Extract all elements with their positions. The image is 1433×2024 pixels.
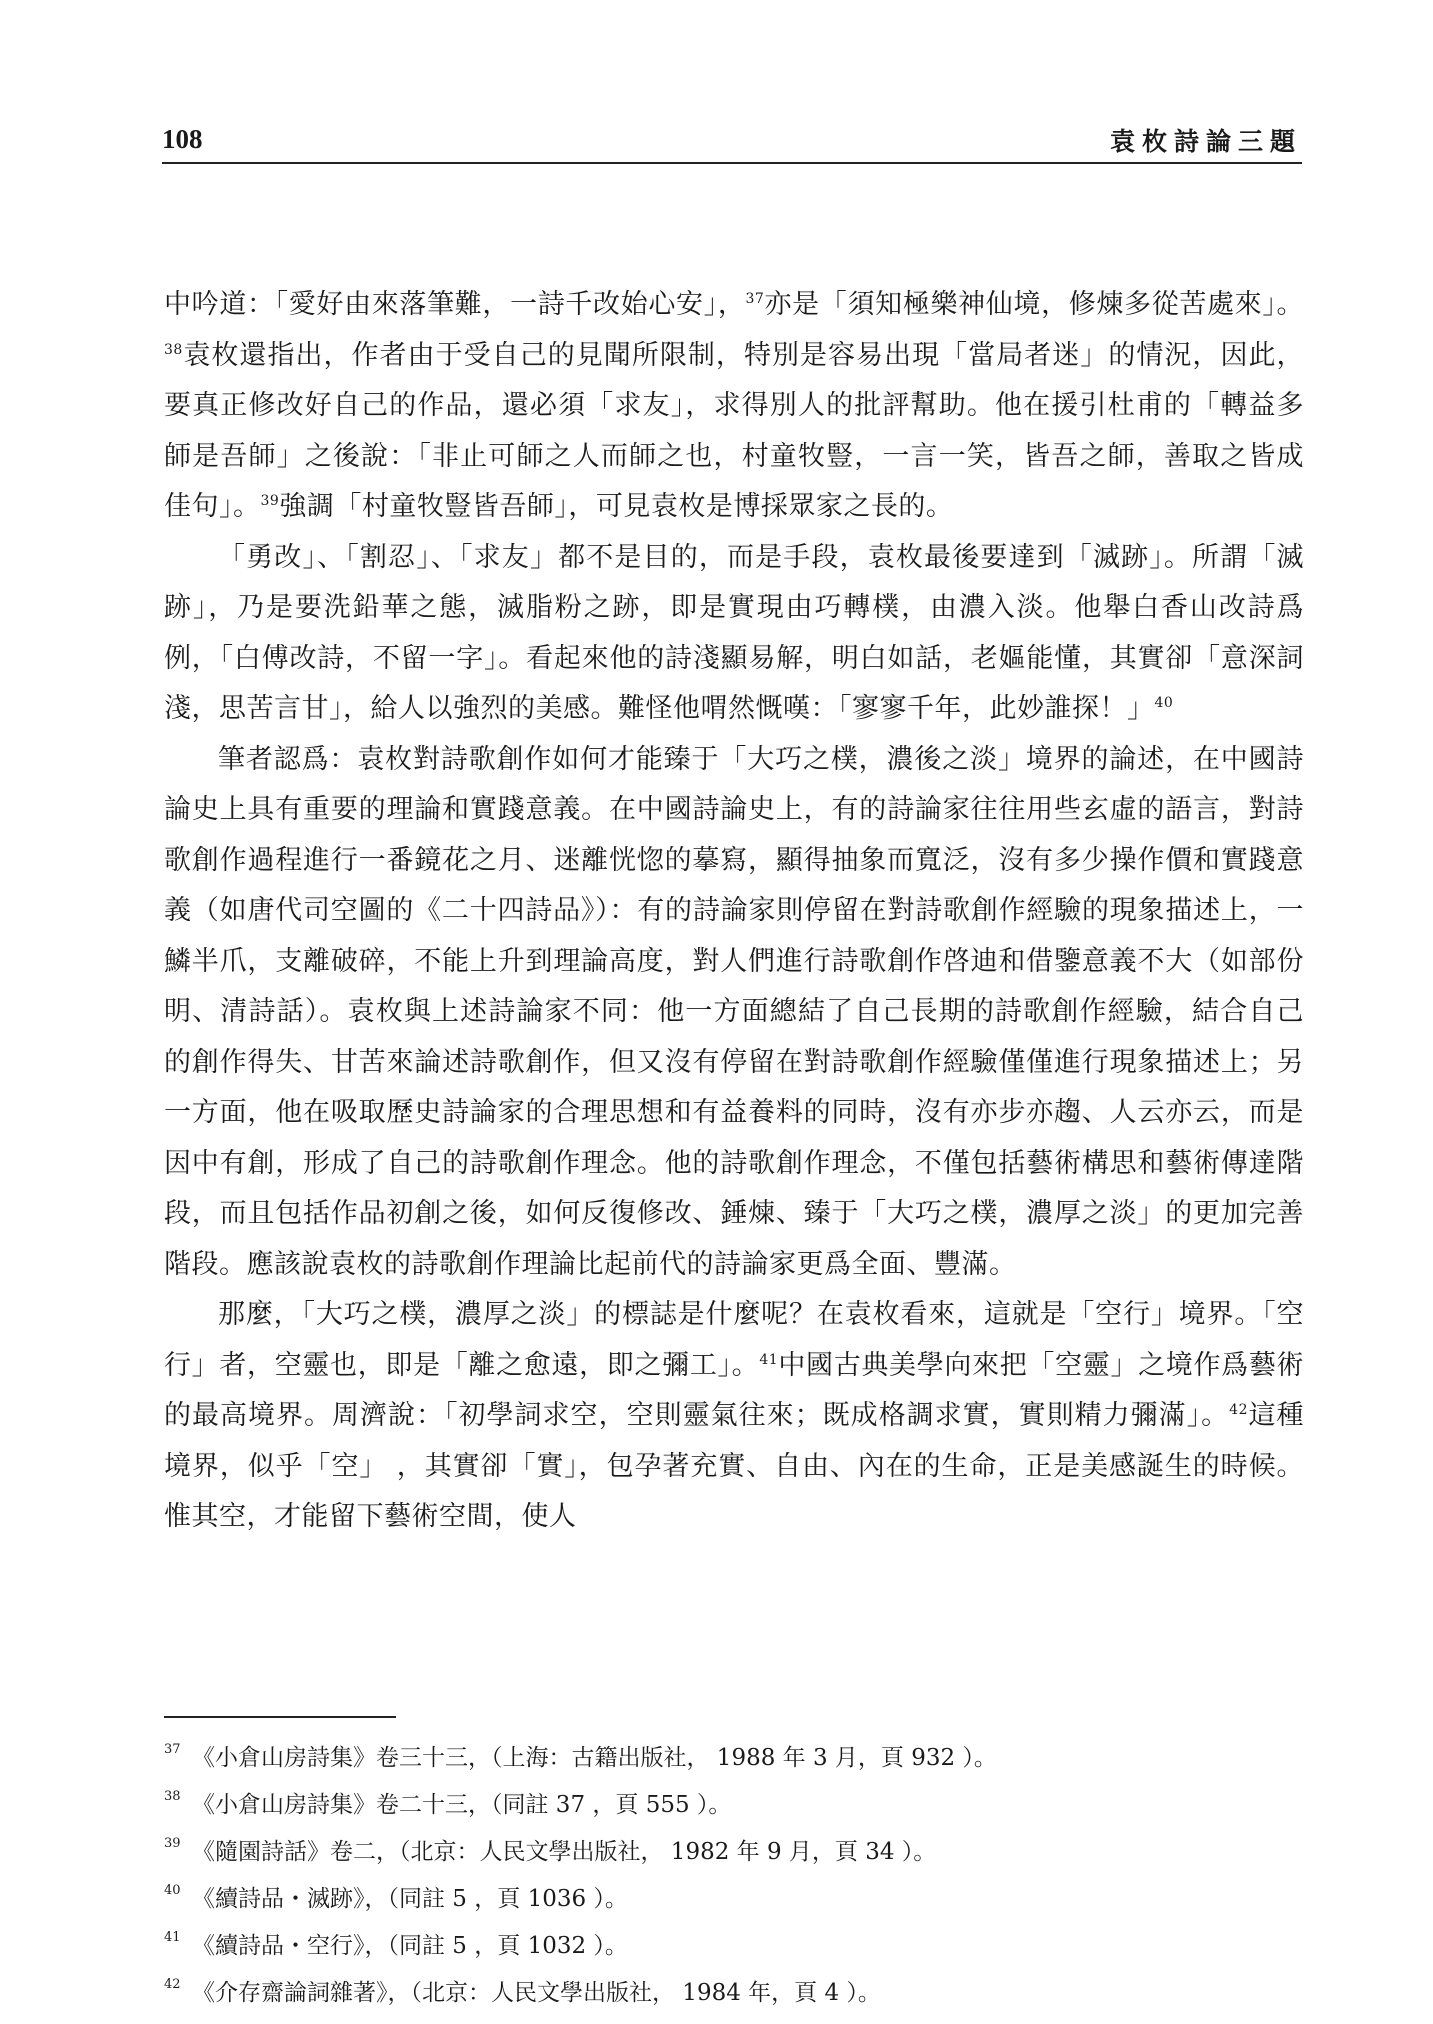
footnote-text: 《續詩品・滅跡》，（同註 5 ，頁 1036 ）。 <box>192 1886 628 1912</box>
footnote-ref-41[interactable]: 41 <box>759 1351 779 1368</box>
footnote-ref-40[interactable]: 40 <box>1154 695 1174 711</box>
body-text <box>164 280 1304 1543</box>
footnote-text: 《小倉山房詩集》卷三十三，（上海：古籍出版社， 1988 年 3 月，頁 932 ）。 <box>192 1745 997 1771</box>
footnote-text: 《隨園詩話》卷二，（北京：人民文學出版社， 1982 年 9 月，頁 34 ）。 <box>192 1839 937 1865</box>
footnote-number: 41 <box>164 1930 181 1945</box>
footnote-ref-37[interactable]: 37 <box>745 291 765 307</box>
footnote-39 <box>164 1829 1304 1876</box>
footnotes <box>164 1735 1304 2017</box>
footnote-40 <box>164 1876 1304 1923</box>
footnote-42 <box>164 1970 1304 2017</box>
footnote-number: 38 <box>164 1789 181 1804</box>
running-title: 袁枚詩論三題 <box>1109 127 1302 156</box>
footnote-number: 42 <box>164 1977 181 1992</box>
footnote-divider <box>164 1716 396 1718</box>
footnote-text: 《介存齋論詞雜著》，（北京：人民文學出版社， 1984 年，頁 4 ）。 <box>192 1980 881 2006</box>
footnote-41 <box>164 1923 1304 1970</box>
running-header <box>162 118 1302 164</box>
footnote-number: 39 <box>164 1836 181 1851</box>
page-number: 108 <box>162 124 203 154</box>
footnote-text: 《續詩品・空行》，（同註 5 ，頁 1032 ）。 <box>192 1933 628 1959</box>
footnote-ref-39[interactable]: 39 <box>260 493 280 509</box>
paragraph-1: 中吟道：「愛好由來落筆難，一詩千改始心安」，$^{37}$亦是「須知極樂神仙境，修煉多從苦處來」。$^{38}$袁枚還指出，作者由于受自己的見聞所限制，特別是容易出現「當局者迷」的情況，因此，要真正修改好自己的作品，還必須「求友」，求得別人的批評幫助。他在援引杜甫的「轉益多師是吾師」之後說：「非止可師之人而師之也，村童牧豎，一言一笑，皆吾之師，善取之皆成佳句」。$^{39}$強調「村童牧豎皆吾師」，可見袁枚是博採眾家之長的。 <box>164 289 1305 522</box>
footnote-number: 37 <box>164 1742 181 1757</box>
paragraph-4: 那麼，「大巧之樸，濃厚之淡」的標誌是什麼呢？在袁枚看來，這就是「空行」境界。「空行」者，空靈也，即是「離之愈遠，即之彌工」。$^{41}$中國古典美學向來把「空靈」之境作爲藝術的最高境界。周濟說：「初學詞求空，空則靈氣往來；既成格調求實，實則精力彌滿」。$^{42}$這種境界，似乎「空」 ，其實卻「實」，包孕著充實、自由、內在的生命，正是美感誕生的時候。惟其空，才能留下藝術空間，使人 <box>164 1299 1305 1532</box>
footnote-text: 《小倉山房詩集》卷二十三，（同註 37 ，頁 555 ）。 <box>192 1792 732 1818</box>
footnote-ref-38[interactable]: 38 <box>164 341 183 358</box>
footnote-37 <box>164 1735 1304 1782</box>
footnote-ref-42[interactable]: 42 <box>1229 1402 1248 1418</box>
paragraph-2: 「勇改」、「割忍」、「求友」都不是目的，而是手段，袁枚最後要達到「滅跡」。所謂「滅跡」，乃是要洗鉛華之態，滅脂粉之跡，即是實現由巧轉樸，由濃入淡。他舉白香山改詩爲例，「白傅改詩，不留一字」。看起來他的詩淺顯易解，明白如話，老嫗能懂，其實卻「意深詞淺，思苦言甘」，給人以強烈的美感。難怪他喟然慨嘆：「寥寥千年，此妙誰探！」$^{40}$ <box>164 541 1304 724</box>
footnote-38 <box>164 1782 1304 1829</box>
paragraph-3: 筆者認爲：袁枚對詩歌創作如何才能臻于「大巧之樸，濃後之淡」境界的論述，在中國詩論史上具有重要的理論和實踐意義。在中國詩論史上，有的詩論家往往用些玄虛的語言，對詩歌創作過程進行一番鏡花之月、迷離恍惚的摹寫，顯得抽象而寬泛，沒有多少操作價和實踐意義（如唐代司空圖的《二十四詩品》）：有的詩論家則停留在對詩歌創作經驗的現象描述上，一鱗半爪，支離破碎，不能上升到理論高度，對人們進行詩歌創作啓迪和借鑒意義不大（如部份明、清詩話）。袁枚與上述詩論家不同：他一方面總結了自己長期的詩歌創作經驗，結合自己的創作得失、甘苦來論述詩歌創作，但又沒有停留在對詩歌創作經驗僅僅進行現象描述上；另一方面，他在吸取歷史詩論家的合理思想和有益養料的同時，沒有亦步亦趨、人云亦云，而是因中有創，形成了自己的詩歌創作理念。他的詩歌創作理念，不僅包括藝術構思和藝術傳達階段，而且包括作品初創之後，如何反復修改、錘煉、臻于「大巧之樸，濃厚之淡」的更加完善階段。應該說袁枚的詩歌創作理論比起前代的詩論家更爲全面、豐滿。 <box>164 743 1304 1280</box>
footnote-number: 40 <box>164 1883 181 1898</box>
